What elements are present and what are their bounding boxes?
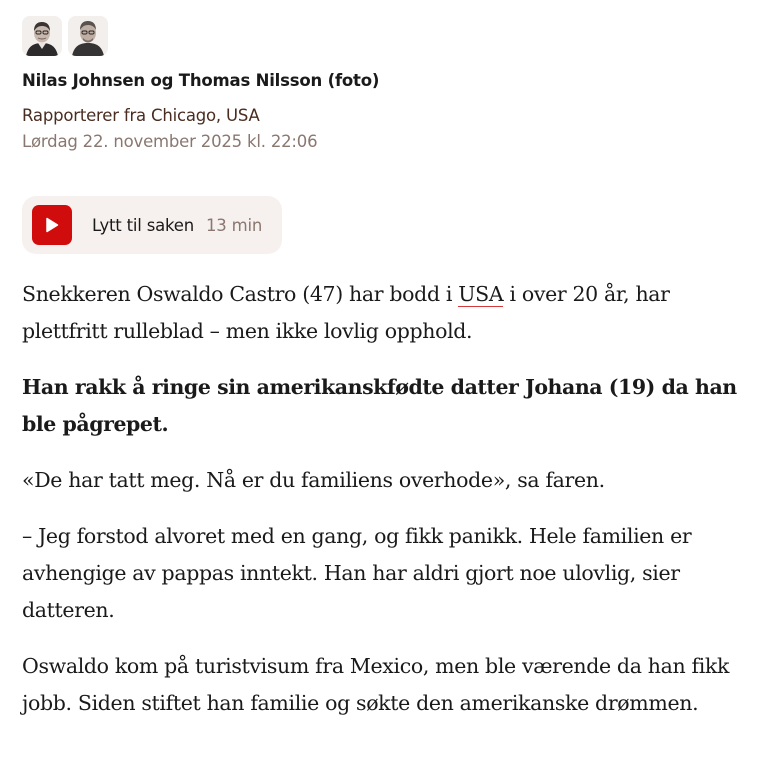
article-body xyxy=(22,276,738,722)
paragraph-daughter-quote: – Jeg forstod alvoret med en gang, og fikk panikk. Hele familien er avhengige av pappas inntekt. Han har aldri gjort noe ulovlig, sier datteren. xyxy=(22,524,692,622)
author-names[interactable]: Nilas Johnsen og Thomas Nilsson (foto) xyxy=(22,71,380,90)
listen-label: Lytt til saken xyxy=(92,215,194,235)
photographer-photo-icon xyxy=(68,16,108,56)
paragraph-intro xyxy=(22,276,738,350)
paragraph-text: i over 20 år, har plettfritt rulleblad – men ikke lovlig opphold. xyxy=(22,282,670,343)
publish-timestamp: Lørdag 22. november 2025 kl. 22:06 xyxy=(22,132,318,151)
paragraph-background: Oswaldo kom på turistvisum fra Mexico, men ble værende da han fikk jobb. Siden stiftet han familie og søkte den amerikanske drømmen. xyxy=(22,654,730,715)
author-avatar[interactable] xyxy=(22,16,62,56)
listen-to-article-button[interactable] xyxy=(22,196,282,254)
author-avatar[interactable] xyxy=(68,16,108,56)
paragraph-text: Snekkeren Oswaldo Castro (47) har bodd i xyxy=(22,282,459,306)
author-avatars xyxy=(22,16,738,58)
listen-duration: 13 min xyxy=(206,215,263,235)
author-photo-icon xyxy=(22,16,62,56)
usa-topic-link[interactable]: USA xyxy=(458,282,504,306)
reporting-location: Rapporterer fra Chicago, USA xyxy=(22,106,260,125)
paragraph-lead: Han rakk å ringe sin amerikanskfødte datter Johana (19) da han ble pågrepet. xyxy=(22,375,737,436)
paragraph-quote: «De har tatt meg. Nå er du familiens overhode», sa faren. xyxy=(22,468,605,492)
play-icon[interactable] xyxy=(32,205,72,245)
